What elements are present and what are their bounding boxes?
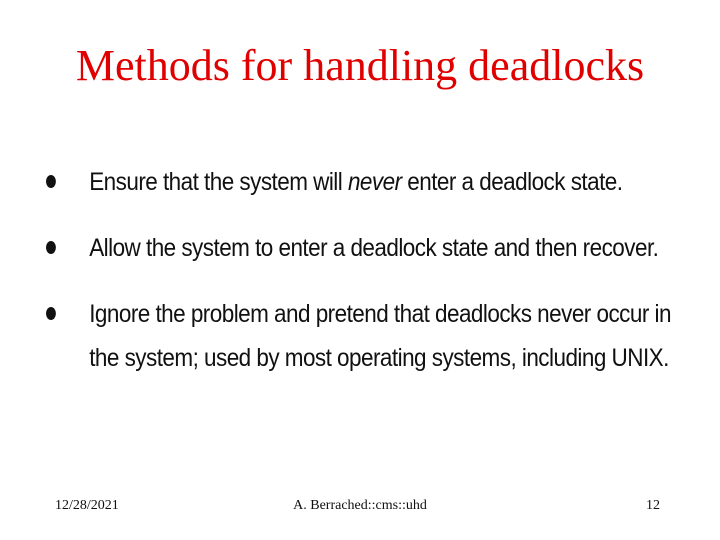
bullet-text: Allow the system to enter a deadlock state and then recover. [89, 234, 659, 262]
bullet-text-before: Ensure that the system will [89, 168, 348, 196]
bullet-icon [46, 307, 56, 320]
bullet-text-line1: Ignore the problem and pretend that deadlocks never occur in [89, 300, 671, 328]
bullet-icon [46, 241, 56, 254]
footer-author: A. Berrached::cms::uhd [293, 498, 427, 513]
bullet-item-ignore [46, 292, 710, 380]
footer-date: 12/28/2021 [55, 498, 119, 513]
footer-page-number: 12 [646, 498, 660, 513]
bullet-item-ensure [46, 160, 710, 204]
bullet-text-after: enter a deadlock state. [401, 168, 623, 196]
bullet-text-emphasis: never [347, 168, 402, 196]
bullet-text-line2: the system; used by most operating systems, including UNIX. [89, 344, 669, 372]
slide-title: Methods for handling deadlocks [75, 41, 645, 90]
bullet-item-allow [46, 226, 710, 270]
bullet-list [46, 160, 686, 380]
bullet-icon [46, 175, 56, 188]
bullet-text [89, 168, 622, 196]
